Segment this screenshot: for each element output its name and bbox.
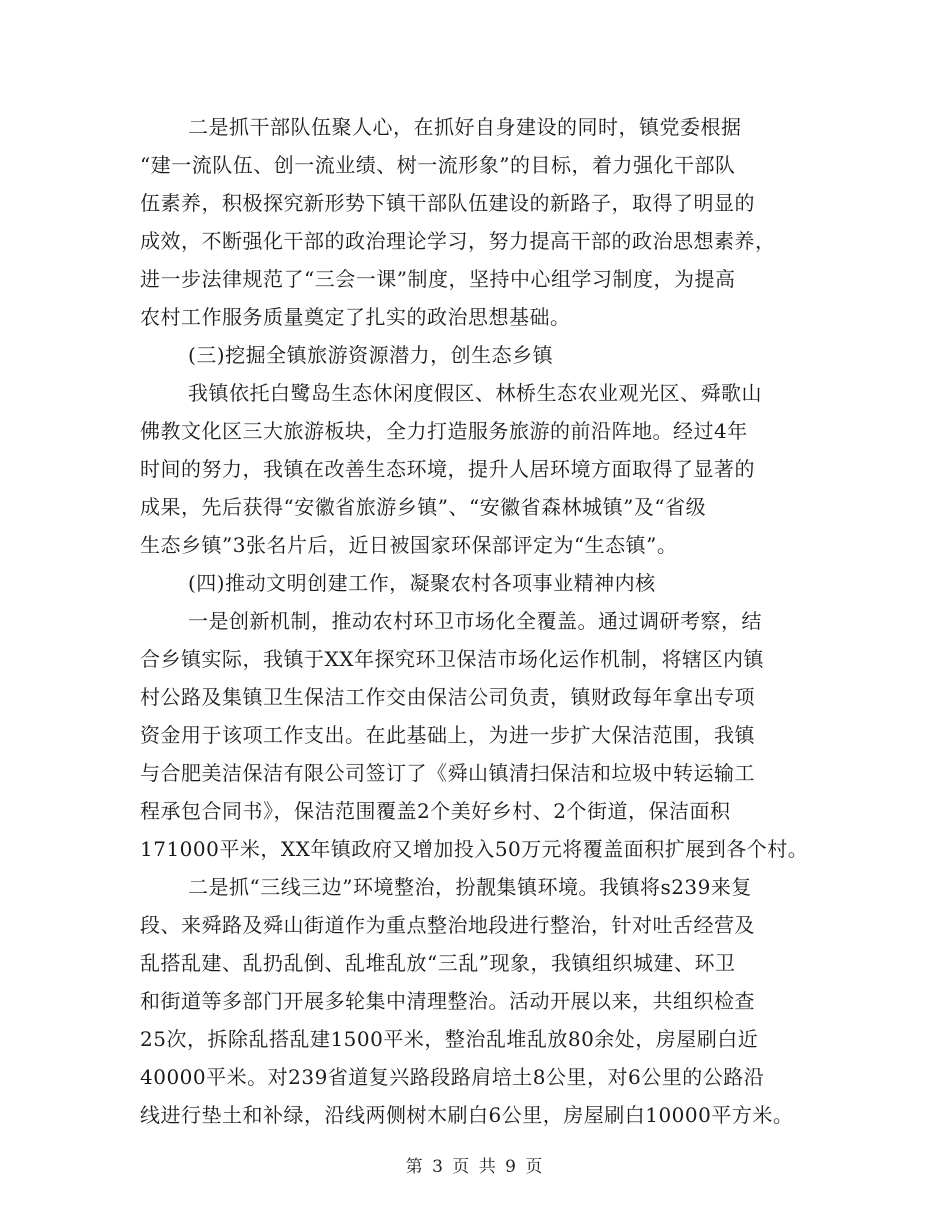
paragraph-line: 乱搭乱建、乱扔乱倒、乱堆乱放“三乱”现象，我镇组织城建、环卫: [140, 951, 736, 975]
paragraph-line: 25次，拆除乱搭乱建1500平米，整治乱堆乱放80余处，房屋刷白近: [140, 1027, 759, 1051]
paragraph-line: 成果，先后获得“安徽省旅游乡镇”、“安徽省森林城镇”及“省级: [140, 495, 707, 519]
paragraph-line: 农村工作服务质量奠定了扎实的政治思想基础。: [140, 305, 571, 329]
paragraph-line: 伍素养，积极探究新形势下镇干部队伍建设的新路子，取得了明显的: [140, 191, 755, 215]
paragraph-line: 时间的努力，我镇在改善生态环境，提升人居环境方面取得了显著的: [140, 457, 755, 481]
paragraph-line: 171000平米，XX年镇政府又增加投入50万元将覆盖面积扩展到各个村。: [140, 837, 809, 861]
paragraph-line: 和街道等多部门开展多轮集中清理整治。活动开展以来，共组织检查: [140, 989, 755, 1013]
paragraph-line: 二是抓干部队伍聚人心，在抓好自身建设的同时，镇党委根据: [188, 115, 742, 139]
paragraph-line: 一是创新机制，推动农村环卫市场化全覆盖。通过调研考察，结: [188, 609, 762, 633]
paragraph-line: 段、来舜路及舜山街道作为重点整治地段进行整治，针对吐舌经营及: [140, 913, 755, 937]
paragraph-line: 二是抓“三线三边”环境整治，扮靓集镇环境。我镇将s239来复: [188, 875, 752, 899]
document-body: [140, 108, 824, 1134]
paragraph-line: 佛教文化区三大旅游板块，全力打造服务旅游的前沿阵地。经过4年: [140, 419, 748, 443]
paragraph-line: 生态乡镇”3张名片后，近日被国家环保部评定为“生态镇”。: [140, 533, 678, 557]
section-heading: (四)推动文明创建工作，凝聚农村各项事业精神内核: [188, 571, 656, 595]
paragraph-line: 成效，不断强化干部的政治理论学习，努力提高干部的政治思想素养，: [140, 229, 776, 253]
paragraph-line: 合乡镇实际，我镇于XX年探究环卫保洁市场化运作机制，将辖区内镇: [140, 647, 764, 671]
paragraph-line: 与合肥美洁保洁有限公司签订了《舜山镇清扫保洁和垃圾中转运输工: [140, 761, 755, 785]
paragraph-line: 程承包合同书》，保洁范围覆盖2个美好乡村、2个街道，保洁面积: [140, 799, 731, 823]
page-number-footer: 第 3 页 共 9 页: [405, 1157, 545, 1177]
paragraph-line: 40000平米。对239省道复兴路段路肩培土8公里，对6公里的公路沿: [140, 1065, 765, 1089]
section-heading: (三)挖掘全镇旅游资源潜力，创生态乡镇: [188, 343, 554, 367]
paragraph-line: “建一流队伍、创一流业绩、树一流形象”的目标，着力强化干部队: [140, 153, 736, 177]
paragraph-line: 村公路及集镇卫生保洁工作交由保洁公司负责，镇财政每年拿出专项: [140, 685, 755, 709]
paragraph-line: 资金用于该项工作支出。在此基础上，为进一步扩大保洁范围，我镇: [140, 723, 755, 747]
paragraph-line: 我镇依托白鹭岛生态休闲度假区、林桥生态农业观光区、舜歌山: [188, 381, 762, 405]
paragraph-line: 线进行垫土和补绿，沿线两侧树木刷白6公里，房屋刷白10000平方米。: [140, 1103, 794, 1127]
paragraph-line: 进一步法律规范了“三会一课”制度，坚持中心组学习制度，为提高: [140, 267, 736, 291]
